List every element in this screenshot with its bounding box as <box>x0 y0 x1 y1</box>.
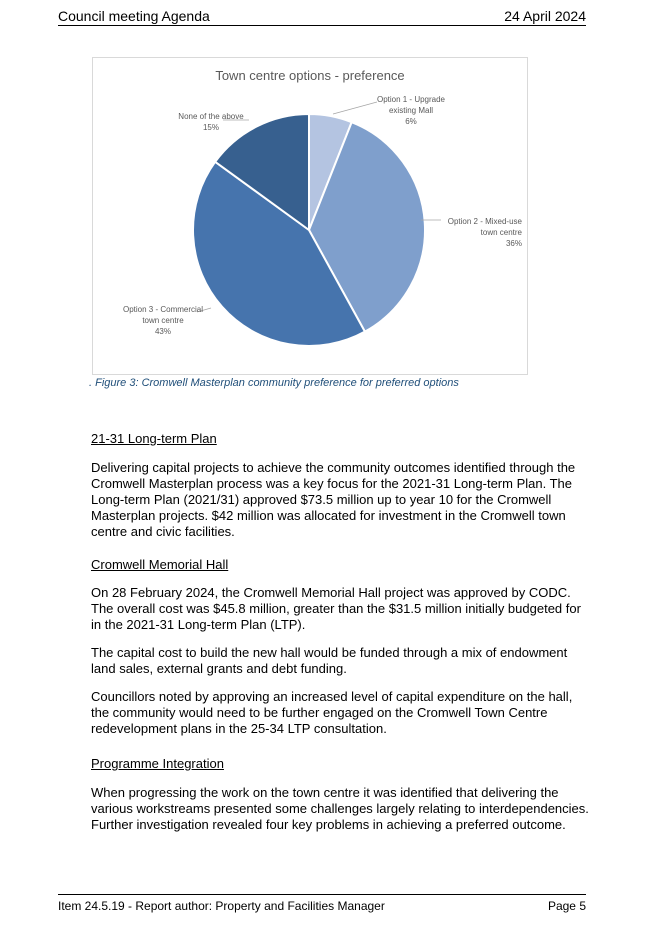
chart-title: Town centre options - preference <box>215 68 405 83</box>
paragraph-hall-3: Councillors noted by approving an increased level of capital expenditure on the hall, the community would need to be further engaged on the Cromwell Town Centre redevelopment plans in the 25-34 LTP consultation. <box>91 689 573 736</box>
paragraph-hall-2: The capital cost to build the new hall would be funded through a mix of endowment land sales, external grants and debt funding. <box>91 645 568 676</box>
figure-caption: . Figure 3: Cromwell Masterplan community preference for preferred options <box>89 377 459 389</box>
header-date: 24 April 2024 <box>504 8 586 24</box>
header-title: Council meeting Agenda <box>58 8 210 24</box>
label-option-3: Option 3 - Commercial town centre 43% <box>122 305 204 336</box>
pie-chart <box>92 57 528 375</box>
footer-item: Item 24.5.19 - Report author: Property and Facilities Manager <box>58 899 385 913</box>
paragraph-ltp: Delivering capital projects to achieve the community outcomes identified through the Cromwell Masterplan process was a key focus for the 2021-31 Long-term Plan. The Long-term Plan (2021/31) approved $73.5 million up to year 10 for the Cromwell Masterplan projects. $42 million was allocated for investment in the Cromwell town centre and civic facilities. <box>91 460 576 539</box>
label-option-2: Option 2 - Mixed-use town centre 36% <box>447 217 522 248</box>
footer-page: Page 5 <box>547 899 586 913</box>
label-none: None of the above 15% <box>178 112 244 132</box>
paragraph-hall-1: On 28 February 2024, the Cromwell Memorial Hall project was approved by CODC. The overall cost was $45.8 million, greater than the $31.5 million initially budgeted for in the 2021-31 Long-term Plan (LTP). <box>91 585 581 632</box>
page-header <box>58 8 586 26</box>
heading-hall: Cromwell Memorial Hall <box>91 557 229 572</box>
label-option-1: Option 1 - Upgrade existing Mall 6% <box>376 95 446 126</box>
heading-integration: Programme Integration <box>91 756 224 771</box>
page-footer <box>58 894 586 915</box>
paragraph-integration: When progressing the work on the town centre it was identified that delivering the various workstreams presented some challenges largely relating to interdependencies. Further investigation revealed four key problems in achieving a preferred outcome. <box>91 785 589 832</box>
heading-ltp: 21-31 Long-term Plan <box>91 431 217 446</box>
